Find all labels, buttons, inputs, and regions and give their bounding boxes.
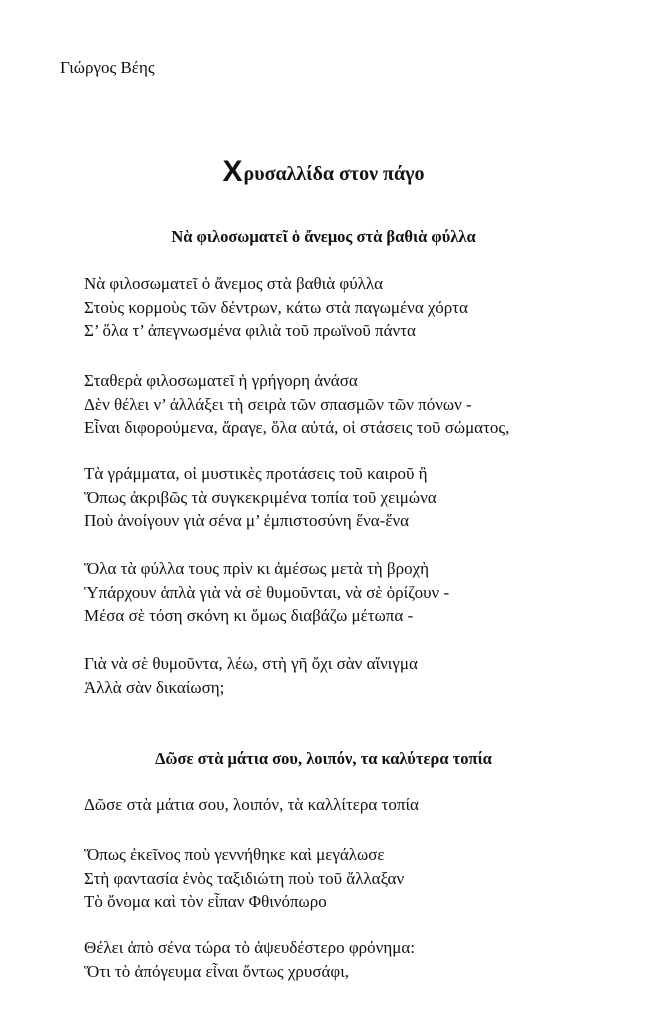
poem-line: Σταθερὰ φιλοσωματεῖ ἡ γρήγορη ἀνάσα: [84, 371, 358, 390]
section-2-stanza-3: [84, 936, 415, 983]
section-1-stanza-1: [84, 272, 468, 343]
poem-line: Νὰ φιλοσωματεῖ ὁ ἄνεμος στὰ βαθιὰ φύλλα: [84, 274, 384, 293]
poem-line: Θέλει ἀπὸ σένα τώρα τὸ ἀψευδέστερο φρόνημα:: [84, 938, 415, 957]
poem-line: Ὑπάρχουν ἁπλὰ γιὰ νὰ σὲ θυμοῦνται, νὰ σὲ ὁρίζουν -: [84, 582, 450, 602]
poem-line: Ποὺ ἀνοίγουν γιὰ σένα μ’ ἐμπιστοσύνη ἕνα-ἕνα: [84, 511, 410, 530]
section-1-stanza-2: [84, 369, 509, 440]
poem-line: Στοὺς κορμοὺς τῶν δέντρων, κάτω στὰ παγωμένα χόρτα: [84, 297, 468, 317]
poem-line: Ὅλα τὰ φύλλα τους πρὶν κι ἀμέσως μετὰ τὴ βροχὴ: [84, 559, 430, 578]
section-1-heading: Νὰ φιλοσωματεῖ ὁ ἄνεμος στὰ βαθιὰ φύλλα: [171, 227, 476, 246]
poem-line: Ὅτι τὸ ἀπόγευμα εἶναι ὄντως χρυσάφι,: [84, 961, 350, 981]
poem-line: Δὲν θέλει ν’ ἀλλάξει τὴ σειρὰ τῶν σπασμῶν τῶν πόνων -: [84, 394, 472, 414]
poem-line: Δῶσε στὰ μάτια σου, λοιπόν, τὰ καλλίτερα τοπία: [84, 795, 419, 814]
poem-line: Ὅπως ἐκεῖνος ποὺ γεννήθηκε καὶ μεγάλωσε: [84, 845, 385, 864]
poem-line: Ἀλλὰ σὰν δικαίωση;: [84, 677, 225, 697]
section-1-stanza-5: [84, 652, 418, 699]
poem-title: [0, 155, 647, 188]
section-2-stanza-1: [84, 793, 419, 817]
poem-line: Τὸ ὄνομα καὶ τὸν εἶπαν Φθινόπωρο: [84, 892, 327, 911]
title-dropcap: Χ: [222, 155, 243, 188]
poem-line: Στὴ φαντασία ἑνὸς ταξιδιώτη ποὺ τοῦ ἄλλαξαν: [84, 868, 405, 888]
poem-line: Εἶναι διφορούμενα, ἄραγε, ὅλα αὐτά, οἱ στάσεις τοῦ σώματος,: [84, 418, 510, 437]
poem-line: Μέσα σὲ τόση σκόνη κι ὅμως διαβάζω μέτωπα -: [84, 606, 414, 625]
section-2-heading: Δῶσε στὰ μάτια σου, λοιπόν, τα καλύτερα τοπία: [155, 749, 492, 768]
section-1-stanza-4: [84, 557, 449, 628]
poem-line: Τὰ γράμματα, οἱ μυστικὲς προτάσεις τοῦ καιροῦ ἢ: [84, 464, 428, 483]
poem-line: Σ’ ὅλα τ’ ἀπεγνωσμένα φιλιὰ τοῦ πρωϊνοῦ πάντα: [84, 321, 416, 340]
poem-line: Γιὰ νὰ σὲ θυμοῦντα, λέω, στὴ γῆ ὄχι σὰν αἴνιγμα: [84, 654, 418, 673]
title-text: ρυσαλλίδα στον πάγο: [243, 163, 425, 185]
section-1-stanza-3: [84, 462, 437, 533]
section-2-stanza-2: [84, 843, 404, 914]
author-name: Γιώργος Βέης: [60, 58, 155, 77]
poem-line: Ὅπως ἀκριβῶς τὰ συγκεκριμένα τοπία τοῦ χειμώνα: [84, 487, 437, 507]
